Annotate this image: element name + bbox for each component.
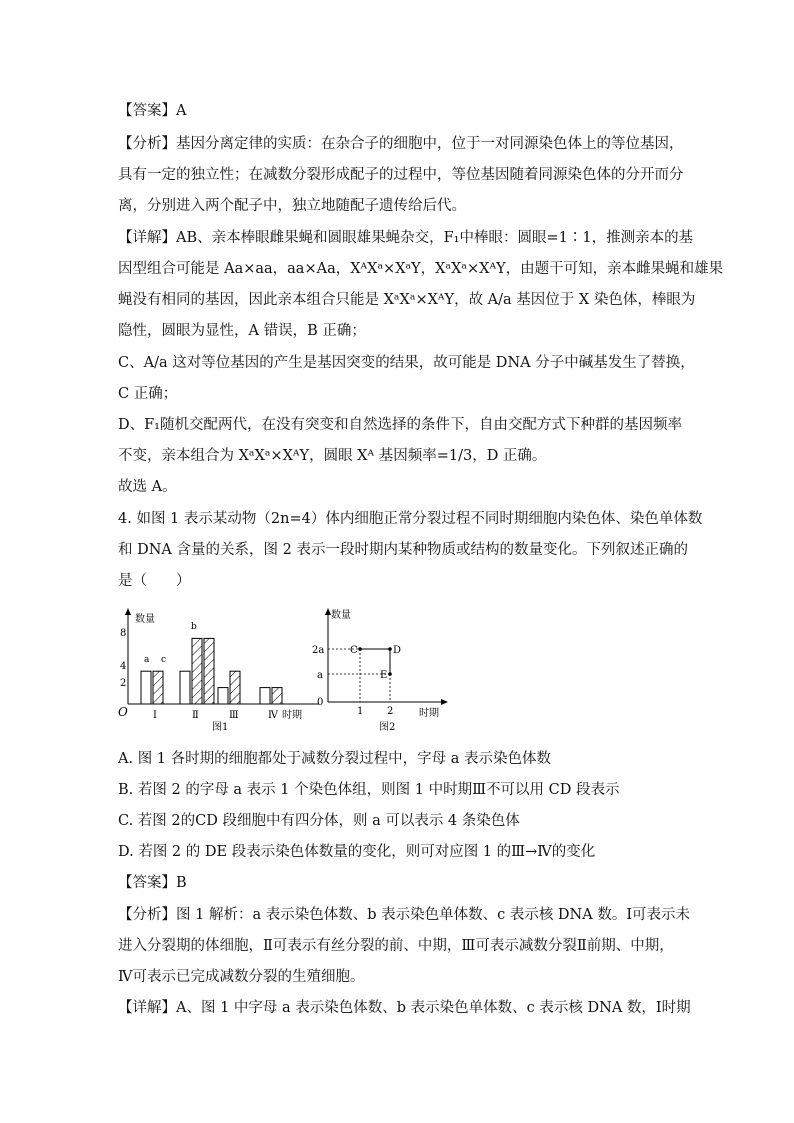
figure1-letter-c: c xyxy=(161,655,167,665)
figure1-bar-a-4 xyxy=(260,688,270,704)
figure1-caption: 图1 xyxy=(212,722,229,733)
answer-line: 【答案】A xyxy=(118,103,187,119)
detail-line: 【详解】A、图 1 中字母 a 表示染色体数、b 表示染色单体数、c 表示核 DNA 数，Ⅰ时期 xyxy=(118,1000,691,1016)
analysis-line: 具有一定的独立性；在减数分裂形成配子的过程中，等位基因随着同源染色体的分开而分 xyxy=(118,167,684,183)
analysis-line: 【分析】图 1 解析：a 表示染色体数、b 表示染色单体数、c 表示核 DNA 数。Ⅰ可表示未 xyxy=(118,907,691,923)
figure2-xtick-2: 2 xyxy=(387,706,394,717)
figure1-period-2: Ⅱ xyxy=(192,710,199,721)
figure1-ytick-4: 4 xyxy=(120,661,127,672)
figure2-caption: 图2 xyxy=(379,722,396,733)
conclusion-line: 故选 A。 xyxy=(118,479,177,495)
figure1-bar-b-2 xyxy=(192,638,202,704)
detail-line: 因型组合可能是 Aa×aa，aa×Aa，XᴬXᵃ×XᵃY，XᵃXᵃ×XᴬY，由题干可知，亲本雌果蝇和雄果 xyxy=(118,261,724,277)
analysis-line: Ⅳ可表示已完成减数分裂的生殖细胞。 xyxy=(118,969,365,985)
detail-line: 蝇没有相同的基因，因此亲本组合只能是 XᵃXᵃ×XᴬY，故 A/a 基因位于 X 染色体，棒眼为 xyxy=(118,292,696,308)
figure1-ytick-8: 8 xyxy=(120,628,127,639)
figure1-period-3: Ⅲ xyxy=(229,710,239,721)
figure1-bar-a-3 xyxy=(218,688,228,704)
figure2-xtick-1: 1 xyxy=(357,706,364,717)
figure1-bar-c-1 xyxy=(153,671,163,704)
figure1-letter-b: b xyxy=(191,622,197,632)
detail-line: 不变，亲本组合为 XᵃXᵃ×XᴬY，圆眼 Xᴬ 基因频率=1/3，D 正确。 xyxy=(118,448,547,464)
detail-line: 隐性，圆眼为显性，A 错误，B 正确； xyxy=(118,323,366,339)
figure2-point-e xyxy=(388,672,392,676)
figure2-label-c: C xyxy=(350,645,358,656)
figure1-bar-a-1 xyxy=(141,671,151,704)
figure2-ytick-0: 0 xyxy=(317,697,324,708)
figure1-xlabel: 时期 xyxy=(282,710,302,721)
figure2-ylabel: 数量 xyxy=(331,610,351,621)
analysis-line: 离，分别进入两个配子中，独立地随配子遗传给后代。 xyxy=(118,198,466,214)
answer-line: 【答案】B xyxy=(118,875,187,891)
figure1-period-1: Ⅰ xyxy=(153,710,157,721)
option-c: C. 若图 2的CD 段细胞中有四分体，则 a 可以表示 4 条染色体 xyxy=(118,813,520,829)
question-line: 4. 如图 1 表示某动物（2n=4）体内细胞正常分裂过程不同时期细胞内染色体、染色单体数 xyxy=(118,511,703,527)
figure1-letter-a: a xyxy=(144,655,150,665)
analysis-line: 【分析】基因分离定律的实质：在杂合子的细胞中，位于一对同源染色体上的等位基因， xyxy=(118,136,684,152)
figure2-label-e: E xyxy=(380,670,388,681)
detail-line: D、F₁随机交配两代，在没有突变和自然选择的条件下，自由交配方式下种群的基因频率 xyxy=(118,417,682,433)
figure2-point-c xyxy=(358,647,362,651)
figure1-period-4: Ⅳ xyxy=(268,710,278,721)
figure2-ytick-2a: 2a xyxy=(312,645,325,656)
figure2-ytick-a: a xyxy=(317,670,323,681)
figure1-origin: O xyxy=(118,705,128,719)
figure2-label-d: D xyxy=(393,645,402,656)
option-b: B. 若图 2 的字母 a 表示 1 个染色体组，则图 1 中时期Ⅲ不可以用 CD 段表示 xyxy=(118,782,620,798)
figure1-bar-c-4 xyxy=(272,688,282,704)
figure2-point-d xyxy=(388,647,392,651)
figure1-ylabel: 数量 xyxy=(135,614,155,625)
option-d: D. 若图 2 的 DE 段表示染色体数量的变化，则可对应图 1 的Ⅲ→Ⅳ的变化 xyxy=(118,844,596,860)
detail-line: C、A/a 这对等位基因的产生是基因突变的结果，故可能是 DNA 分子中碱基发生了替换， xyxy=(118,355,695,371)
figure1-bars xyxy=(141,638,282,704)
analysis-line: 进入分裂期的体细胞，Ⅱ可表示有丝分裂的前、中期，Ⅲ可表示减数分裂Ⅱ前期、中期， xyxy=(118,938,674,954)
detail-line: 【详解】AB、亲本棒眼雌果蝇和圆眼雄果蝇杂交，F₁中棒眼：圆眼=1∶1，推测亲本的基 xyxy=(118,230,694,246)
option-a: A. 图 1 各时期的细胞都处于减数分裂过程中，字母 a 表示染色体数 xyxy=(118,751,551,767)
figure1-bar-c-2 xyxy=(204,638,214,704)
question-line: 是（ ） xyxy=(118,573,191,589)
figure1-bar-c-3 xyxy=(230,671,240,704)
question-line: 和 DNA 含量的关系，图 2 表示一段时期内某种物质或结构的数量变化。下列叙述正确的 xyxy=(118,542,688,558)
figures-svg xyxy=(114,606,454,736)
figure1-bar-a-2 xyxy=(180,671,190,704)
figure2-axes xyxy=(325,608,448,705)
figure1-ytick-2: 2 xyxy=(120,678,127,689)
detail-line: C 正确； xyxy=(118,386,178,402)
figure2-xlabel: 时期 xyxy=(419,708,439,719)
question-figures xyxy=(114,606,454,736)
